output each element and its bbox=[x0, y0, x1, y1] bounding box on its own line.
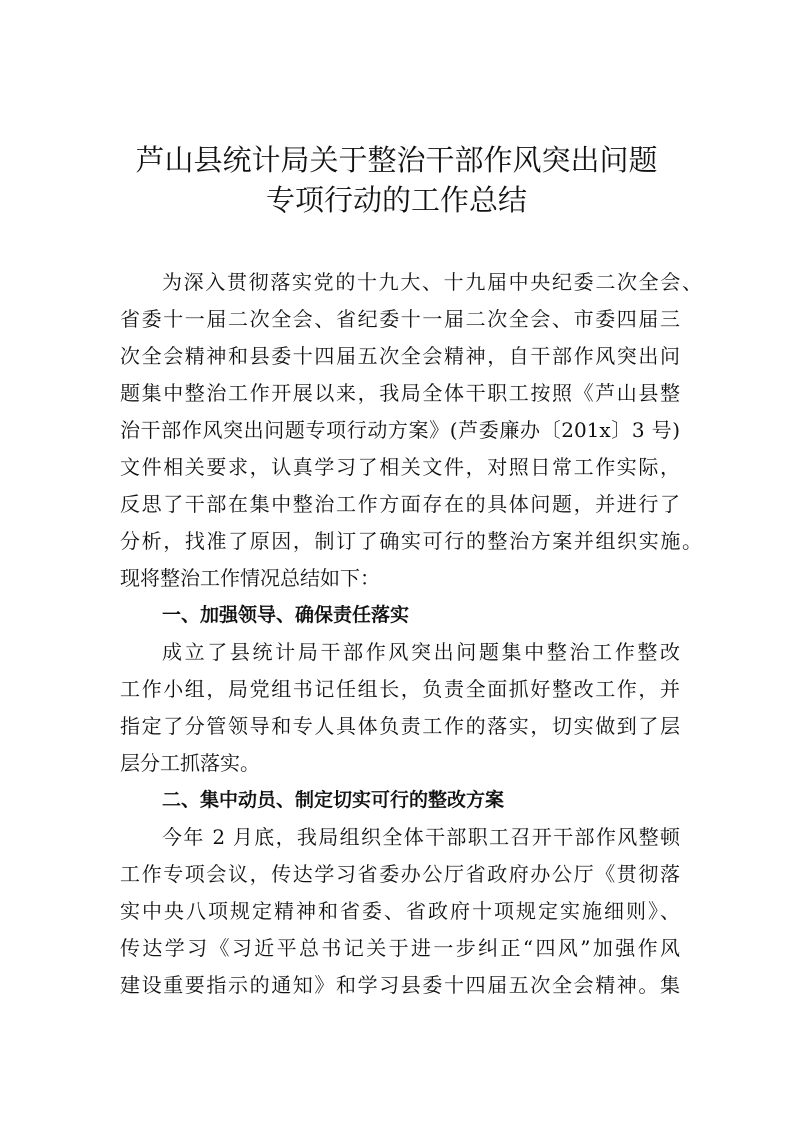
paragraph-line: 分析，找准了原因，制订了确实可行的整治方案并组织实施。 bbox=[120, 529, 702, 553]
paragraph-line: 次全会精神和县委十四届五次全会精神，自干部作风突出问 bbox=[120, 344, 680, 368]
paragraph-line: 实中央八项规定精神和省委、省政府十项规定实施细则》、 bbox=[120, 899, 680, 923]
paragraph-line: 工作小组，局党组书记任组长，负责全面抓好整改工作，并 bbox=[120, 677, 680, 701]
paragraph-line: 为深入贯彻落实党的十九大、十九届中央纪委二次全会、 bbox=[162, 270, 702, 294]
paragraph-line: 现将整治工作情况总结如下： bbox=[120, 566, 380, 590]
section-heading-1: 一、加强领导、确保责任落实 bbox=[162, 604, 410, 626]
document-body bbox=[120, 264, 702, 1004]
paragraph-line: 建设重要指示的通知》和学习县委十四届五次全会精神。集 bbox=[120, 973, 680, 997]
document-title-line-1: 芦山县统计局关于整治干部作风突出问题 bbox=[135, 143, 658, 177]
paragraph-line: 传达学习《习近平总书记关于进一步纠正“四风”加强作风 bbox=[120, 936, 680, 960]
paragraph-line: 工作专项会议，传达学习省委办公厅省政府办公厅《贯彻落 bbox=[120, 862, 680, 886]
paragraph-line: 成立了县统计局干部作风突出问题集中整治工作整改 bbox=[162, 640, 680, 664]
section-heading-2: 二、集中动员、制定切实可行的整改方案 bbox=[162, 789, 505, 811]
document-title-line-2: 专项行动的工作总结 bbox=[265, 183, 527, 217]
paragraph-line: 反思了干部在集中整治工作方面存在的具体问题，并进行了 bbox=[120, 492, 680, 516]
paragraph-line: 治干部作风突出问题专项行动方案》(芦委廉办〔201x〕3 号) bbox=[120, 418, 680, 442]
paragraph-line: 今年 2 月底，我局组织全体干部职工召开干部作风整顿 bbox=[162, 825, 680, 849]
paragraph-line: 文件相关要求，认真学习了相关文件，对照日常工作实际， bbox=[120, 455, 680, 479]
paragraph-line: 题集中整治工作开展以来，我局全体干职工按照《芦山县整 bbox=[120, 381, 680, 405]
paragraph-line: 省委十一届二次全会、省纪委十一届二次全会、市委四届三 bbox=[120, 307, 680, 331]
paragraph-line: 层分工抓落实。 bbox=[120, 751, 260, 775]
paragraph-line: 指定了分管领导和专人具体负责工作的落实，切实做到了层 bbox=[120, 714, 680, 738]
